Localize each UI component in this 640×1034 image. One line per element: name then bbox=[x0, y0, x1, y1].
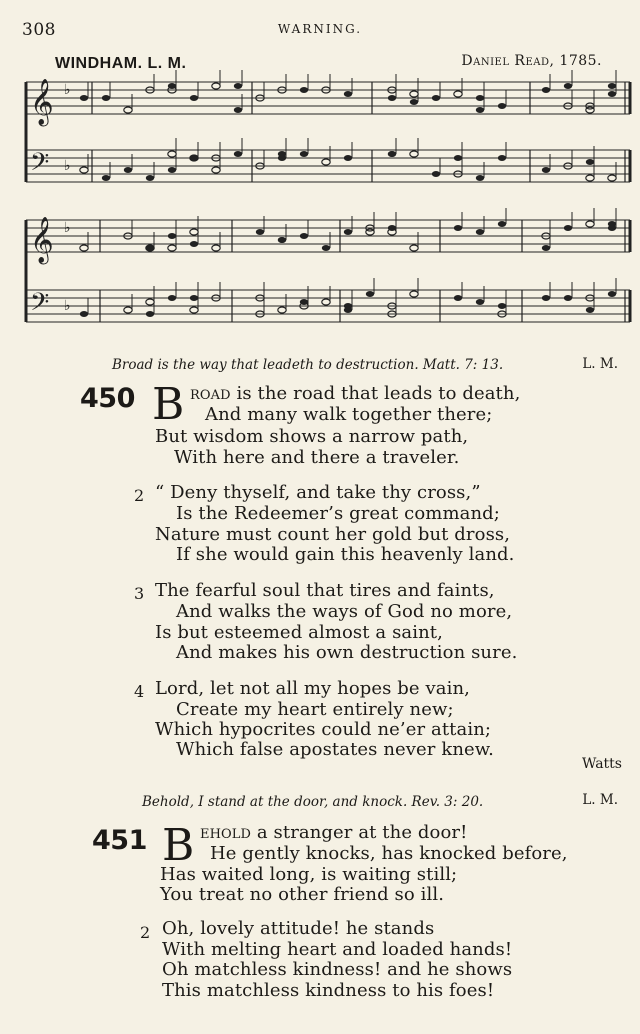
quarter-note bbox=[344, 229, 352, 235]
flat-sign-icon: ♭ bbox=[64, 158, 71, 174]
quarter-note bbox=[168, 295, 176, 301]
quarter-note bbox=[608, 225, 616, 231]
hymn-450-number: 450 bbox=[80, 383, 135, 414]
hymn-450-s4-line1: Lord, let not all my hopes be vain, bbox=[155, 678, 470, 699]
half-note bbox=[168, 245, 176, 251]
quarter-note bbox=[542, 167, 550, 173]
quarter-note bbox=[234, 151, 242, 157]
half-note bbox=[212, 245, 220, 251]
half-note bbox=[278, 307, 286, 313]
page-number: 308 bbox=[22, 20, 56, 40]
treble-clef-icon: 𝄞 bbox=[30, 79, 54, 125]
hymn-451-stanza-2-number: 2 bbox=[140, 923, 151, 942]
quarter-note bbox=[102, 175, 110, 181]
quarter-note bbox=[498, 303, 506, 309]
half-note bbox=[322, 299, 330, 305]
quarter-note bbox=[146, 311, 154, 317]
half-note bbox=[410, 151, 418, 157]
quarter-note bbox=[608, 291, 616, 297]
quarter-note bbox=[190, 95, 198, 101]
quarter-note bbox=[498, 155, 506, 161]
quarter-note bbox=[542, 295, 550, 301]
hymn-450-s3-line3: Is but esteemed almost a saint, bbox=[155, 622, 443, 643]
half-note bbox=[80, 167, 88, 173]
hymn-450-s2-line4: If she would gain this heavenly land. bbox=[176, 544, 515, 565]
quarter-note bbox=[586, 159, 594, 165]
flat-sign-icon: ♭ bbox=[64, 82, 71, 98]
hymn-451-s1-line1: ehold a stranger at the door! bbox=[200, 822, 468, 843]
hymn-451-number: 451 bbox=[92, 825, 147, 856]
quarter-note bbox=[300, 87, 308, 93]
quarter-note bbox=[432, 171, 440, 177]
quarter-note bbox=[190, 295, 198, 301]
hymn-450-s4-line3: Which hypocrites could ne’er attain; bbox=[155, 719, 492, 740]
quarter-note bbox=[498, 103, 506, 109]
hymn-451-s1-line2: He gently knocks, has knocked before, bbox=[210, 843, 568, 864]
hymn-450-stanza-2-number: 2 bbox=[134, 486, 145, 505]
quarter-note bbox=[278, 237, 286, 243]
quarter-note bbox=[608, 83, 616, 89]
running-head: WARNING. bbox=[277, 22, 363, 36]
half-note bbox=[124, 107, 132, 113]
hymn-450-s1-line3: But wisdom shows a narrow path, bbox=[155, 426, 469, 447]
quarter-note bbox=[476, 95, 484, 101]
quarter-note bbox=[410, 99, 418, 105]
quarter-note bbox=[564, 225, 572, 231]
half-note bbox=[410, 291, 418, 297]
quarter-note bbox=[498, 221, 506, 227]
half-note bbox=[80, 245, 88, 251]
music-score bbox=[0, 70, 640, 350]
quarter-note bbox=[476, 175, 484, 181]
hymn-450-s1-line2: And many walk together there; bbox=[205, 404, 493, 425]
hymn-450-s1-line4: With here and there a traveler. bbox=[174, 447, 460, 468]
quarter-note bbox=[322, 245, 330, 251]
quarter-note bbox=[168, 167, 176, 173]
hymn-450-stanza-4-number: 4 bbox=[134, 682, 145, 701]
hymn-450-meter: L. M. bbox=[582, 356, 618, 372]
quarter-note bbox=[454, 155, 462, 161]
quarter-note bbox=[190, 241, 198, 247]
quarter-note bbox=[146, 175, 154, 181]
quarter-note bbox=[564, 83, 572, 89]
quarter-note bbox=[80, 95, 88, 101]
hymn-451-s1-line4: You treat no other friend so ill. bbox=[160, 884, 445, 905]
half-note bbox=[410, 91, 418, 97]
half-note bbox=[410, 245, 418, 251]
half-note bbox=[212, 167, 220, 173]
half-note bbox=[366, 229, 374, 235]
hymn-450-author: Watts bbox=[582, 756, 622, 772]
half-note bbox=[608, 175, 616, 181]
half-note bbox=[454, 91, 462, 97]
quarter-note bbox=[234, 107, 242, 113]
hymn-450-s4-line2: Create my heart entirely new; bbox=[176, 699, 454, 720]
half-note bbox=[212, 83, 220, 89]
hymn-451-s2-line1: Oh, lovely attitude! he stands bbox=[162, 918, 435, 939]
quarter-note bbox=[476, 229, 484, 235]
hymn-450-stanza-3-number: 3 bbox=[134, 584, 145, 603]
half-note bbox=[190, 229, 198, 235]
hymn-450-dropcap: B bbox=[152, 379, 185, 430]
hymn-450-s1-line1: road is the road that leads to death, bbox=[190, 383, 521, 404]
quarter-note bbox=[608, 91, 616, 97]
quarter-note bbox=[542, 87, 550, 93]
quarter-note bbox=[278, 151, 286, 157]
quarter-note bbox=[388, 151, 396, 157]
hymn-450-s2-line2: Is the Redeemer’s great command; bbox=[176, 503, 500, 524]
quarter-note bbox=[586, 307, 594, 313]
hymn-450-s4-line4: Which false apostates never knew. bbox=[176, 739, 494, 760]
quarter-note bbox=[344, 155, 352, 161]
flat-sign-icon: ♭ bbox=[64, 298, 71, 314]
quarter-note bbox=[476, 107, 484, 113]
quarter-note bbox=[344, 307, 352, 313]
hymn-450-s2-line1: “ Deny thyself, and take thy cross,” bbox=[155, 482, 481, 503]
half-note bbox=[124, 307, 132, 313]
hymn-451-meter: L. M. bbox=[582, 792, 618, 808]
treble-clef-icon: 𝄞 bbox=[30, 217, 54, 263]
hymn-451-s1-line3: Has waited long, is waiting still; bbox=[160, 864, 458, 885]
quarter-note bbox=[564, 295, 572, 301]
tune-name: WINDHAM. L. M. bbox=[55, 55, 187, 72]
quarter-note bbox=[476, 299, 484, 305]
half-note bbox=[586, 221, 594, 227]
flat-sign-icon: ♭ bbox=[64, 220, 71, 236]
quarter-note bbox=[256, 229, 264, 235]
quarter-note bbox=[366, 291, 374, 297]
half-note bbox=[190, 307, 198, 313]
quarter-note bbox=[388, 95, 396, 101]
quarter-note bbox=[542, 245, 550, 251]
hymn-451-dropcap: B bbox=[162, 820, 195, 871]
quarter-note bbox=[454, 295, 462, 301]
quarter-note bbox=[124, 167, 132, 173]
quarter-note bbox=[80, 311, 88, 317]
bass-clef-icon: 𝄢 bbox=[30, 288, 50, 323]
quarter-note bbox=[168, 233, 176, 239]
hymn-450-s3-line2: And walks the ways of God no more, bbox=[176, 601, 513, 622]
quarter-note bbox=[454, 225, 462, 231]
bass-clef-icon: 𝄢 bbox=[30, 148, 50, 183]
hymn-450-caption: Broad is the way that leadeth to destruction. Matt. 7: 13. bbox=[112, 357, 504, 373]
half-note bbox=[322, 159, 330, 165]
composer: Daniel Read, 1785. bbox=[461, 53, 602, 69]
quarter-note bbox=[300, 233, 308, 239]
quarter-note bbox=[102, 95, 110, 101]
quarter-note bbox=[300, 151, 308, 157]
quarter-note bbox=[344, 91, 352, 97]
half-note bbox=[168, 151, 176, 157]
hymn-450-s3-line1: The fearful soul that tires and faints, bbox=[155, 580, 495, 601]
hymn-451-s2-line4: This matchless kindness to his foes! bbox=[162, 980, 495, 1001]
hymn-451-caption: Behold, I stand at the door, and knock. Rev. 3: 20. bbox=[142, 794, 484, 810]
quarter-note bbox=[388, 225, 396, 231]
half-note bbox=[146, 299, 154, 305]
quarter-note bbox=[432, 95, 440, 101]
hymn-451-s2-line3: Oh matchless kindness! and he shows bbox=[162, 959, 513, 980]
half-note bbox=[586, 175, 594, 181]
quarter-note bbox=[234, 83, 242, 89]
hymn-450-s2-line3: Nature must count her gold but dross, bbox=[155, 524, 511, 545]
hymn-451-s2-line2: With melting heart and loaded hands! bbox=[162, 939, 513, 960]
hymn-450-s3-line4: And makes his own destruction sure. bbox=[176, 642, 518, 663]
